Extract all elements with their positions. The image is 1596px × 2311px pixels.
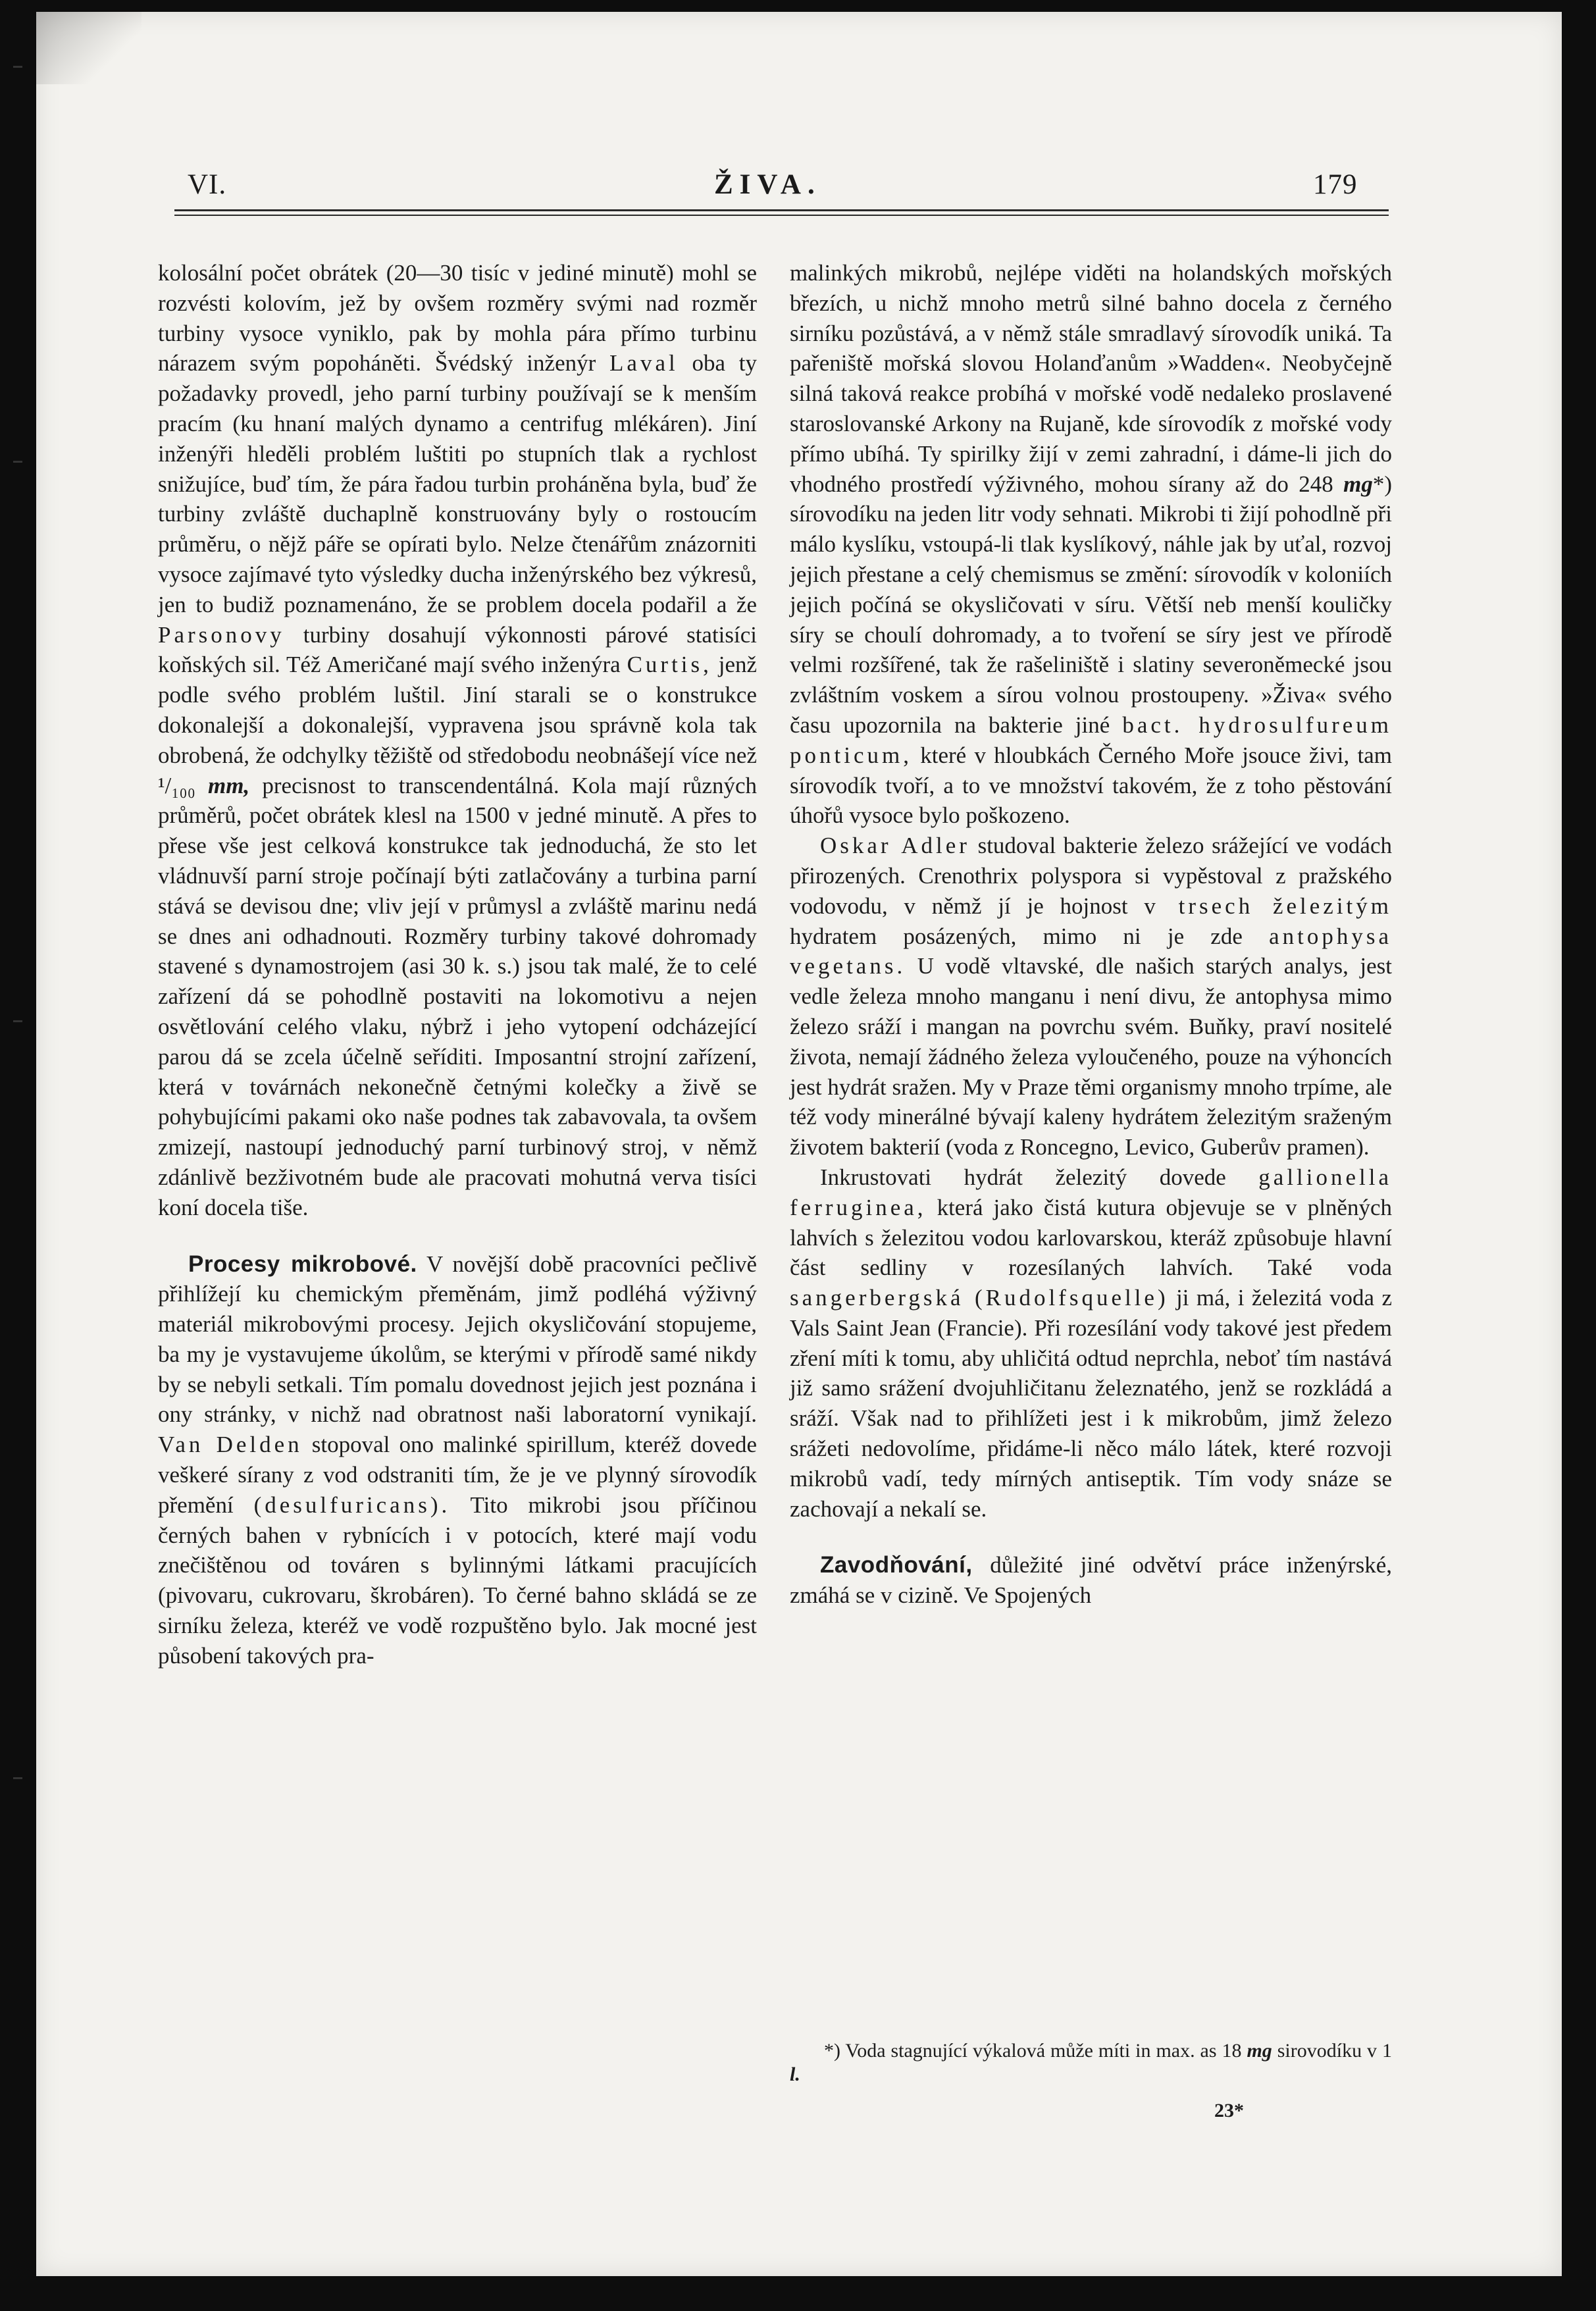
term-sangerbergska: sangerbergská (Rudolfsquelle): [790, 1285, 1169, 1311]
name-laval: Laval: [609, 350, 679, 377]
margin-mark: [13, 66, 22, 68]
journal-title: ŽIVA.: [714, 169, 821, 200]
right-column: [790, 258, 1392, 1611]
margin-mark: [13, 1777, 22, 1779]
term-desulfuricans: (desulfuricans).: [253, 1492, 451, 1518]
fraction: ¹/₁₀₀: [158, 772, 195, 798]
term-v-trsech: v trsech železitým: [1144, 893, 1392, 919]
unit-l: l.: [790, 2064, 800, 2085]
left-column: [158, 258, 757, 1671]
paragraph: malinkých mikrobů, nejlépe viděti na holandských mořských březích, u nichž mnoho metrů silné bahno docela z černého sirníku pozůstává, a v němž stále smradlavý sírovodík uniká. Ta pařeniště mořská slovou Holanďanům »Wadden«. Neobyčejně silná taková reakce probíhá v mořské vodě nedaleko proslavené staroslovanské Arkony na Rujaně, kde sírovodík z mořské vody přímo ubíhá. Ty spirilky žijí v zemi zahradní, i dáme-li jich do vhodného prostředí výživného, mohou sírany až do 248 mg*) sírovodíku na jeden litr vody sehnati. Mikrobi ti žijí pohodlně při málo kyslíku, vstoupá-li tlak kyslíkový, náhle jak by uťal, rozvoj jejich přestane a celý chemismus se změní: sírovodík v koloniích jejich počíná se okysličovati v síru. Větší neb menší kouličky síry se choulí dohromady, a to tvoření se síry jest ve přírodě velmi rozšířené, tak že rašeliniště i slatiny severoněmecké jsou zvláštním voskem a sírou volnou prostoupeny. »Živa« svého času upozornila na bakterie jiné bact. hydrosulfureum ponticum, které v hloubkách Černého Moře jsouce živi, tam sírovodík tvoří, a to ve množství takovém, že z toho pěstování úhořů vysoce bylo poškozeno.: [790, 260, 1393, 829]
paragraph: Zavodňování, důležité jiné odvětví práce inženýrské, zmáhá se v cizině. Ve Spojených: [790, 1552, 1392, 1609]
name-parsonovy: Parsonovy: [158, 621, 285, 648]
unit-mg: mg: [1247, 2040, 1272, 2062]
signature-mark: 23*: [1214, 2100, 1244, 2121]
unit-mm: mm,: [207, 772, 250, 798]
paragraph: kolosální počet obrátek (20—30 tisíc v jediné minutě) mohl se rozvésti kolovím, jež by ovšem rozměry svými nad rozměr turbiny vysoce vyniklo, pak by mohla pára přímo turbinu nárazem svým popoháněti. Švédský inženýr Laval oba ty požadavky provedl, jeho parní turbiny používají se k menším pracím (ku hnaní malých dynamo a centrifug mlékáren). Jiní inženýři hleděli problém luštiti po stupních tlak a rychlost snižujíce, buď tím, že pára řadou turbin proháněna byla, buď že turbiny zvláště duchaplně konstruovány byly o rostoucím průměru, o nějž páře se opírati bylo. Nelze čtenářům znázorniti vysoce zajímavé tyto výsledky ducha inženýrského bez výkresů, jen to budiž poznamenáno, že se problem docela podařil a že Parsonovy turbiny dosahují výkonnosti párové statisíci koňských sil. Též Američané mají svého inženýra Curtis, jenž podle svého problém luštil. Jiní starali se o konstrukce dokonalejší a dokonalejší, vypravena jsou správně kola tak obrobená, že odchylky těžiště od středobodu neobnášejí více než ¹/₁₀₀ mm, precisnost to transcendentálná. Kola mají různých průměrů, počet obrátek klesl na 1500 v jedné minutě. A přes to přese vše jest celková konstrukce tak jednoduchá, že sto let vládnuvší parní stroje počínají býti zatlačovány a turbina parní stává se devisou dne; vliv její v průmysl a zvláště marinu nedá se dnes ani odhadnouti. Rozměry turbiny takové dohromady stavené s dynamostrojem (asi 30 k. s.) jsou tak malé, že to celé zařízení dá se pohodlně postaviti na lokomotivu a nejen osvětlování celého vlaku, nýbrž i jeho vytopení odcházející parou dá se zcela účelně seříditi. Imposantní strojní zařízení, která v továrnách nekonečně četnými kolečky a živě se pohybujícími pakami oko naše podnes tak zabavovala, ta ovšem zmizejí, nastoupí jednoduchý parní turbinový stroj, v němž zdánlivě bezživotném bude ale pracovati mohutná verva tisíci koní docela tiše.: [158, 260, 758, 1220]
term-gallionella: gallionella ferruginea,: [790, 1164, 1393, 1220]
header-rule: [174, 209, 1389, 211]
term-bact-hydrosulfureum: bact. hydrosulfureum ponticum,: [790, 712, 1392, 768]
page-corner-shadow: [36, 12, 142, 84]
paragraph: Oskar Adler studoval bakterie železo srážející ve vodách přirozených. Crenothrix polyspora si vypěstoval z pražského vodovodu, v němž jí je hojnost v trsech železitým hydratem posázených, mimo ni je zde antophysa vegetans. U vodě vltavské, dle našich starých analys, jest vedle železa mnoho manganu i není divu, že antophysa mimo železo sráží i mangan na povrchu svém. Buňky, praví nositelé života, nemají žádného železa vyloučeného, pouze na výhoncích jest hydrát sražen. My v Praze těmi organismy mnoho trpíme, ale též vody minerálné bývají kaleny hydrátem železitým sraženým životem bakterií (voda z Roncegno, Levico, Guberův pramen).: [790, 833, 1392, 1160]
page-number: 179: [1313, 169, 1358, 200]
footnote: *) Voda stagnující výkalová může míti in max. as 18 mg sirovodíku v 1 l.: [790, 2040, 1392, 2085]
header-rule-thin: [174, 215, 1389, 216]
section-heading: Procesy mikrobové.: [188, 1251, 417, 1277]
paragraph: Inkrustovati hydrát železitý dovede gallionella ferruginea, která jako čistá kutura objevuje se v plněných lahvích s železitou vodou karlovarskou, kteráž způsobuje hlavní část sedliny v rozesílaných lahvích. Také voda sangerbergská (Rudolfsquelle) ji má, i železitá voda z Vals Saint Jean (Francie). Při rozesílání vody takové jest předem zření míti k tomu, aby uhličitá odtud neprchla, neboť tím nastává již samo srážení dvojuhličitanu železnatého, jenž se rozkládá a sráží. Však nad to přihlížeti jest i k mikrobům, jimž železo srážeti nedovolíme, přidáme-li něco málo látek, které rozvoji mikrobů vadí, tedy mírných antiseptik. Tím vody snáze se zachovají a nekalí se.: [790, 1164, 1393, 1522]
paragraph: Procesy mikrobové. V novější době pracovníci pečlivě přihlížejí ku chemickým přeměnám, jimž podléhá výživný materiál mikrobovými procesy. Jejich okysličování stopujeme, ba my je vystavujeme úkolům, se kterými v přírodě samé nikdy by se nebyli setkali. Tím pomalu dovednost jejich jest poznána i ony stránky, v nichž nad obratnost naši laboratorní vynikají. Van Delden stopoval ono malinké spirillum, kteréž dovede veškeré sírany z vod odstraniti tím, že je ve plynný sírovodík přemění (desulfuricans). Tito mikrobi jsou příčinou černých bahen v rybnících i v potocích, které mají vodu znečištěnou od továren s bylinnými látkami pracujících (pivovaru, cukrovaru, škrobáren). To černé bahno skládá se ze sirníku železa, kteréž ve vodě rozpuštěno bylo. Jak mocné jest působení takových pra-: [158, 1251, 758, 1669]
name-curtis: Curtis,: [627, 652, 712, 678]
name-van-delden: Van Delden: [158, 1432, 303, 1458]
volume-number: VI.: [188, 169, 227, 200]
name-oskar-adler: Oskar Adler: [820, 833, 970, 859]
term-antophysa: antophysa vegetans.: [790, 923, 1392, 979]
margin-mark: [13, 461, 22, 463]
margin-mark: [13, 1020, 22, 1022]
section-heading: Zavodňování,: [820, 1552, 973, 1578]
unit-mg: mg: [1343, 471, 1373, 497]
